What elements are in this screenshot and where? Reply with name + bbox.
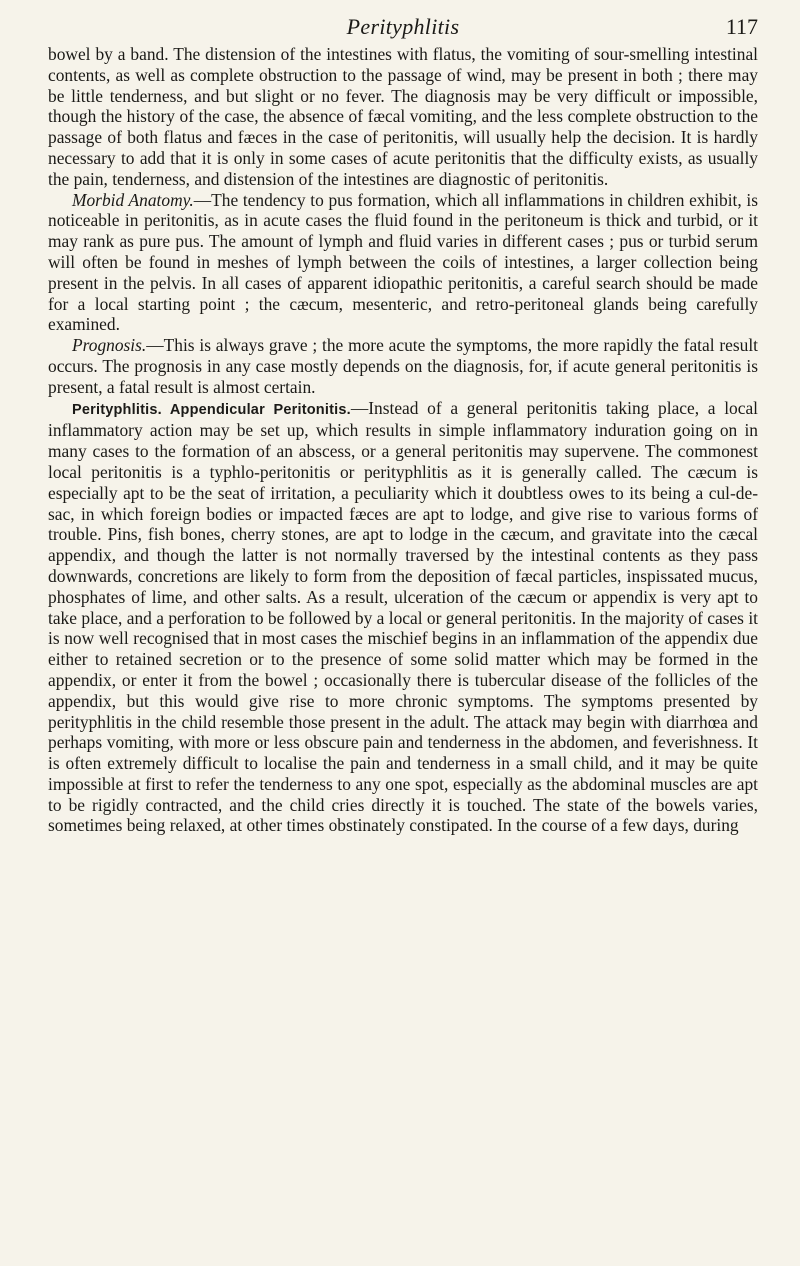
paragraph-perityphlitis — [48, 398, 758, 837]
run-in-heading-prognosis: Prognosis. — [72, 335, 147, 356]
paragraph-text: bowel by a band. The distension of the intestines with flatus, the vomiting of sour-smelling intestinal contents, as well as complete obstruction to the passage of wind, may be present in both ; there may be little tenderness, and but slight or no fever. The diagnosis may be very difficult or impossible, though the history of the case, the absence of fæcal vomiting, and the less complete obstruction to the passage of both flatus and fæces in the case of peritonitis, will usually help the decision. It is hardly necessary to add that it is only in some cases of acute peritonitis that the difficulty exists, as usually the pain, tenderness, and distension of the intestines are diagnostic of peritonitis. — [48, 44, 758, 189]
paragraph-morbid-anatomy — [48, 190, 758, 336]
running-head: Perityphlitis — [346, 14, 460, 39]
section-heading-perityphlitis: Perityphlitis. Appendicular Peritonitis. — [72, 401, 351, 418]
paragraph-text: —The tendency to pus formation, which all inflammations in children exhibit, is noticeable in peritonitis, as in acute cases the fluid found in the peritoneum is thick and turbid, or it may rank as pure pus. The amount of lymph and fluid varies in different cases ; pus or turbid serum will often be found in meshes of lymph between the coils of intestines, a larger collection being present in the pelvis. In all cases of apparent idiopathic peritonitis, a careful search should be made for a local starting point ; the cæcum, mesenteric, and retro-peritoneal glands being carefully examined. — [48, 189, 758, 335]
paragraph-continued — [48, 44, 758, 190]
paragraph-text: —This is always grave ; the more acute the symptoms, the more rapidly the fatal result occurs. The prognosis in any case mostly depends on the diagnosis, for, if acute general peritonitis is present, a fatal result is almost certain. — [48, 335, 758, 397]
body-text — [48, 44, 758, 836]
page-header — [48, 0, 758, 44]
paragraph-prognosis — [48, 335, 758, 397]
run-in-heading-morbid-anatomy: Morbid Anatomy. — [72, 189, 194, 210]
page-number: 117 — [725, 14, 758, 39]
paragraph-text: —Instead of a general peritonitis taking place, a local inflammatory action may be set up, which results in simple inflammatory induration going on in many cases to the formation of an abscess, or a general peritonitis may supervene. The commonest local peritonitis is a typhlo-peritonitis or perityphlitis as it is generally called. The cæcum is especially apt to be the seat of irritation, a peculiarity which it doubtless owes to its being a cul-de-sac, in which foreign bodies or impacted fæces are apt to lodge, and give rise to various forms of trouble. Pins, fish bones, cherry stones, are apt to lodge in the cæcum, and gravitate into the cæcal appendix, and though the latter is not normally traversed by the intestinal contents as they pass downwards, concretions are likely to form from the deposition of fæcal particles, inspissated mucus, phosphates of lime, and other salts. As a result, ulceration of the cæcum or appendix is very apt to take place, and a perforation to be followed by a local or general peritonitis. In the majority of cases it is now well recognised that in most cases the mischief begins in an inflammation of the appendix due either to retained secretion or to the presence of some solid matter which may be formed in the appendix, or enter it from the bowel ; occasionally there is tubercular disease of the follicles of the appendix, but this would give rise to more chronic symptoms. The symptoms presented by perityphlitis in the child resemble those present in the adult. The attack may begin with diarrhœa and perhaps vomiting, with more or less obscure pain and tenderness in the abdomen, and feverishness. It is often extremely difficult to localise the pain and tenderness in a small child, and it may be quite impossible at first to refer the tenderness to any one spot, especially as the abdominal muscles are apt to be rigidly contracted, and the child cries directly it is touched. The state of the bowels varies, sometimes being relaxed, at other times obstinately constipated. In the course of a few days, during — [48, 397, 758, 836]
